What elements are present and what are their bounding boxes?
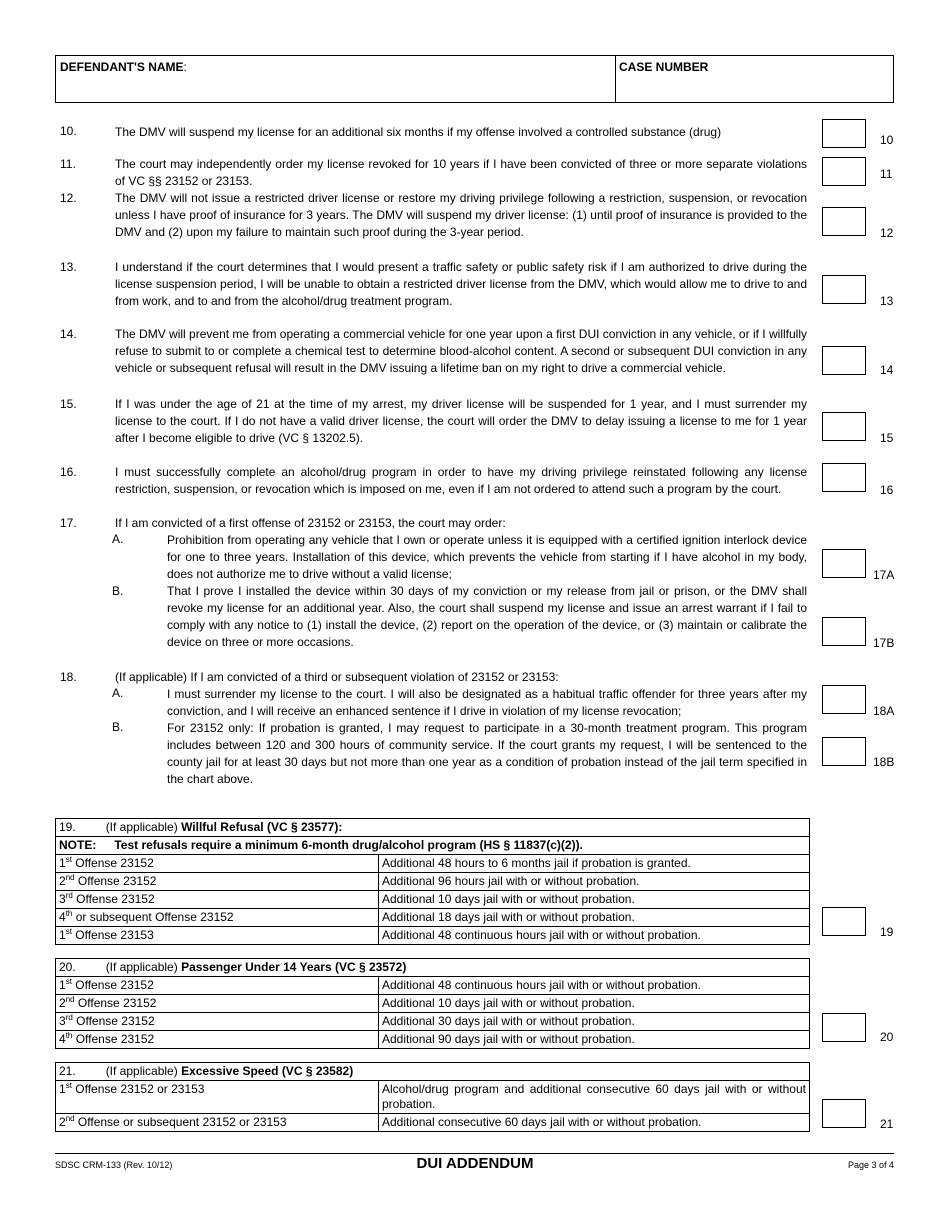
table-19-title: Willful Refusal (VC § 23577): <box>181 820 343 834</box>
document-title: DUI ADDENDUM <box>416 1155 534 1172</box>
table-row <box>56 819 810 837</box>
offense-cell: 4th Offense 23152 <box>56 1031 379 1049</box>
item-12-initial-box[interactable] <box>822 207 866 236</box>
item-16-box-label: 16 <box>880 483 894 497</box>
item-15-initial-box[interactable] <box>822 412 866 441</box>
table-row <box>56 959 810 977</box>
table-row <box>56 909 810 927</box>
item-18a-text: I must surrender my license to the court. I will also be designated as a habitual traffic offender for three years after my conviction, and I will receive an enhanced sentence if I drive in violation of my license revocation; <box>167 687 807 718</box>
item-18b-initial-box[interactable] <box>822 737 866 766</box>
willful-refusal-table <box>55 818 810 945</box>
item-12-text: The DMV will not issue a restricted driver license or restore my driving privilege following a restriction, suspension, or revocation unless I have proof of insurance for 3 years. The DMV will suspend my driver license: (1) until proof of insurance is provided to the DMV and (2) upon my failure to maintain such proof during the 3-year period. <box>115 191 807 239</box>
offense-cell: 1st Offense 23153 <box>56 927 379 945</box>
table-19-note <box>56 837 810 855</box>
table-19-header <box>56 819 810 837</box>
table-21-header <box>56 1063 810 1081</box>
item-18a-initial-box[interactable] <box>822 685 866 714</box>
table-20-pre: (If applicable) <box>105 960 178 974</box>
penalty-cell: Additional 18 days jail with or without probation. <box>379 909 810 927</box>
offense-cell: 4th or subsequent Offense 23152 <box>56 909 379 927</box>
item-17b-letter: B. <box>112 584 124 598</box>
item-18b-letter: B. <box>112 720 124 734</box>
item-12-box-label: 12 <box>880 226 894 240</box>
item-17-text: If I am convicted of a first offense of 23152 or 23153, the court may order: <box>115 516 506 530</box>
penalty-cell: Additional 30 days jail with or without probation. <box>379 1013 810 1031</box>
item-17a-letter: A. <box>112 532 124 546</box>
item-16-text: I must successfully complete an alcohol/drug program in order to have my driving privilege reinstated following any license restriction, suspension, or revocation which is imposed on me, even if I am not ordered to attend such a program by the court. <box>115 465 807 496</box>
table-19-pre: (If applicable) <box>105 820 178 834</box>
penalty-cell: Additional 90 days jail with or without probation. <box>379 1031 810 1049</box>
item-14-box-label: 14 <box>880 363 894 377</box>
penalty-cell: Additional 48 continuous hours jail with or without probation. <box>379 977 810 995</box>
item-18a-box-label: 18A <box>873 704 895 718</box>
defendant-name-label: DEFENDANT'S NAME <box>60 60 184 74</box>
offense-cell: 2nd Offense or subsequent 23152 or 23153 <box>56 1114 379 1132</box>
penalty-cell: Additional 10 days jail with or without probation. <box>379 891 810 909</box>
note-label: NOTE: <box>59 838 97 852</box>
item-21-initial-box[interactable] <box>822 1099 866 1128</box>
table-row <box>56 995 810 1013</box>
item-17-number: 17. <box>60 516 77 530</box>
item-18-number: 18. <box>60 670 77 684</box>
penalty-cell: Alcohol/drug program and additional consecutive 60 days jail with or without probation. <box>379 1081 810 1114</box>
item-18a-letter: A. <box>112 686 124 700</box>
offense-cell: 2nd Offense 23152 <box>56 995 379 1013</box>
defendant-name-field[interactable] <box>60 60 187 74</box>
offense-cell: 1st Offense 23152 <box>56 977 379 995</box>
item-18b-text: For 23152 only: If probation is granted, I may request to participate in a 30-month treatment program. This program includes between 120 and 300 hours of community service. If the court grants my request, I will be sentenced to the county jail for at least 30 days but not more than one year as a condition of probation instead of the jail term specified in the chart above. <box>167 721 807 786</box>
case-number-field[interactable] <box>619 60 708 74</box>
item-19-initial-box[interactable] <box>822 907 866 936</box>
table-row <box>56 1081 810 1114</box>
item-13-number: 13. <box>60 260 77 274</box>
item-17a-text: Prohibition from operating any vehicle that I own or operate unless it is equipped with a certified ignition interlock device for one to three years. Installation of this device, which prevents the vehicle from starting if I have alcohol in my body, does not authorize me to drive without a valid license; <box>167 533 807 581</box>
table-row <box>56 1063 810 1081</box>
table-row <box>56 1013 810 1031</box>
item-13-text: I understand if the court determines that I would present a traffic safety or public safety risk if I am authorized to drive during the license suspension period, I will be unable to obtain a restricted driver license from the DMV, which would allow me to drive to and from work, and to and from the alcohol/drug treatment program. <box>115 260 807 308</box>
item-10-box-label: 10 <box>880 133 894 147</box>
header-divider <box>615 56 616 102</box>
table-row <box>56 891 810 909</box>
penalty-cell: Additional 10 days jail with or without probation. <box>379 995 810 1013</box>
form-id: SDSC CRM-133 (Rev. 10/12) <box>55 1160 173 1170</box>
item-10-number: 10. <box>60 124 77 138</box>
penalty-cell: Additional 96 hours jail with or without probation. <box>379 873 810 891</box>
item-10-text: The DMV will suspend my license for an additional six months if my offense involved a controlled substance (drug) <box>115 125 722 139</box>
penalty-cell: Additional 48 continuous hours jail with or without probation. <box>379 927 810 945</box>
offense-cell: 3rd Offense 23152 <box>56 891 379 909</box>
item-18-text: (If applicable) If I am convicted of a third or subsequent violation of 23152 or 23153: <box>115 670 559 684</box>
item-17b-initial-box[interactable] <box>822 617 866 646</box>
footer-divider <box>55 1153 894 1154</box>
offense-cell: 1st Offense 23152 or 23153 <box>56 1081 379 1114</box>
table-19-number: 19. <box>59 820 76 834</box>
offense-cell: 2nd Offense 23152 <box>56 873 379 891</box>
item-10-initial-box[interactable] <box>822 119 866 148</box>
item-15-text: If I was under the age of 21 at the time of my arrest, my driver license will be suspended for 1 year, and I must surrender my license to the court. If I do not have a valid driver license, the court will order the DMV to delay issuing a license to me for 1 year after I become eligible to drive (VC § 13202.5). <box>115 397 807 445</box>
table-row <box>56 855 810 873</box>
item-17b-text: That I prove I installed the device within 30 days of my conviction or my release from jail or prison, or the DMV shall revoke my license for an additional year. Also, the court shall suspend my license and issue an arrest warrant if I fail to comply with any notice to (1) install the device, (2) report on the operation of the device, or (3) maintain or calibrate the device on three or more occasions. <box>167 584 807 649</box>
excessive-speed-table <box>55 1062 810 1132</box>
item-16-number: 16. <box>60 465 77 479</box>
item-20-initial-box[interactable] <box>822 1013 866 1042</box>
table-21-number: 21. <box>59 1064 76 1078</box>
item-13-box-label: 13 <box>880 294 894 308</box>
item-11-initial-box[interactable] <box>822 157 866 186</box>
item-11-box-label: 11 <box>880 167 893 181</box>
penalty-cell: Additional 48 hours to 6 months jail if probation is granted. <box>379 855 810 873</box>
table-row <box>56 1031 810 1049</box>
item-21-box-label: 21 <box>880 1117 894 1131</box>
defendant-name-colon: : <box>183 60 187 74</box>
case-number-label: CASE NUMBER <box>619 60 709 74</box>
offense-cell: 3rd Offense 23152 <box>56 1013 379 1031</box>
table-row <box>56 977 810 995</box>
item-15-number: 15. <box>60 397 77 411</box>
item-14-text: The DMV will prevent me from operating a commercial vehicle for one year upon a first DUI conviction in any vehicle, or if I willfully refuse to submit to or complete a chemical test to determine blood-alcohol content. A second or subsequent DUI conviction in any vehicle or subsequent refusal will result in the DMV issuing a lifetime ban on my right to drive a commercial vehicle. <box>115 327 807 375</box>
note-text: Test refusals require a minimum 6-month drug/alcohol program (HS § 11837(c)(2)). <box>114 838 583 852</box>
item-11-number: 11. <box>60 157 76 171</box>
table-row <box>56 927 810 945</box>
item-15-box-label: 15 <box>880 431 894 445</box>
item-12-number: 12. <box>60 191 77 205</box>
table-21-title: Excessive Speed (VC § 23582) <box>181 1064 354 1078</box>
header-box <box>55 55 894 103</box>
penalty-cell: Additional consecutive 60 days jail with or without probation. <box>379 1114 810 1132</box>
table-20-number: 20. <box>59 960 76 974</box>
item-19-box-label: 19 <box>880 925 894 939</box>
item-18b-box-label: 18B <box>873 755 895 769</box>
item-17b-box-label: 17B <box>873 636 895 650</box>
table-20-title: Passenger Under 14 Years (VC § 23572) <box>181 960 407 974</box>
item-17a-initial-box[interactable] <box>822 549 866 578</box>
item-16-initial-box[interactable] <box>822 463 866 492</box>
item-14-initial-box[interactable] <box>822 346 866 375</box>
item-17a-box-label: 17A <box>873 568 895 582</box>
page-number: Page 3 of 4 <box>847 1160 894 1170</box>
table-row <box>56 837 810 855</box>
offense-cell: 1st Offense 23152 <box>56 855 379 873</box>
item-11-text: The court may independently order my license revoked for 10 years if I have been convicted of three or more separate violations of VC §§ 23152 or 23153. <box>115 157 807 188</box>
table-row <box>56 1114 810 1132</box>
item-13-initial-box[interactable] <box>822 275 866 304</box>
item-14-number: 14. <box>60 327 77 341</box>
table-20-header <box>56 959 810 977</box>
table-row <box>56 873 810 891</box>
table-21-pre: (If applicable) <box>105 1064 178 1078</box>
item-20-box-label: 20 <box>880 1030 894 1044</box>
passenger-under-14-table <box>55 958 810 1049</box>
